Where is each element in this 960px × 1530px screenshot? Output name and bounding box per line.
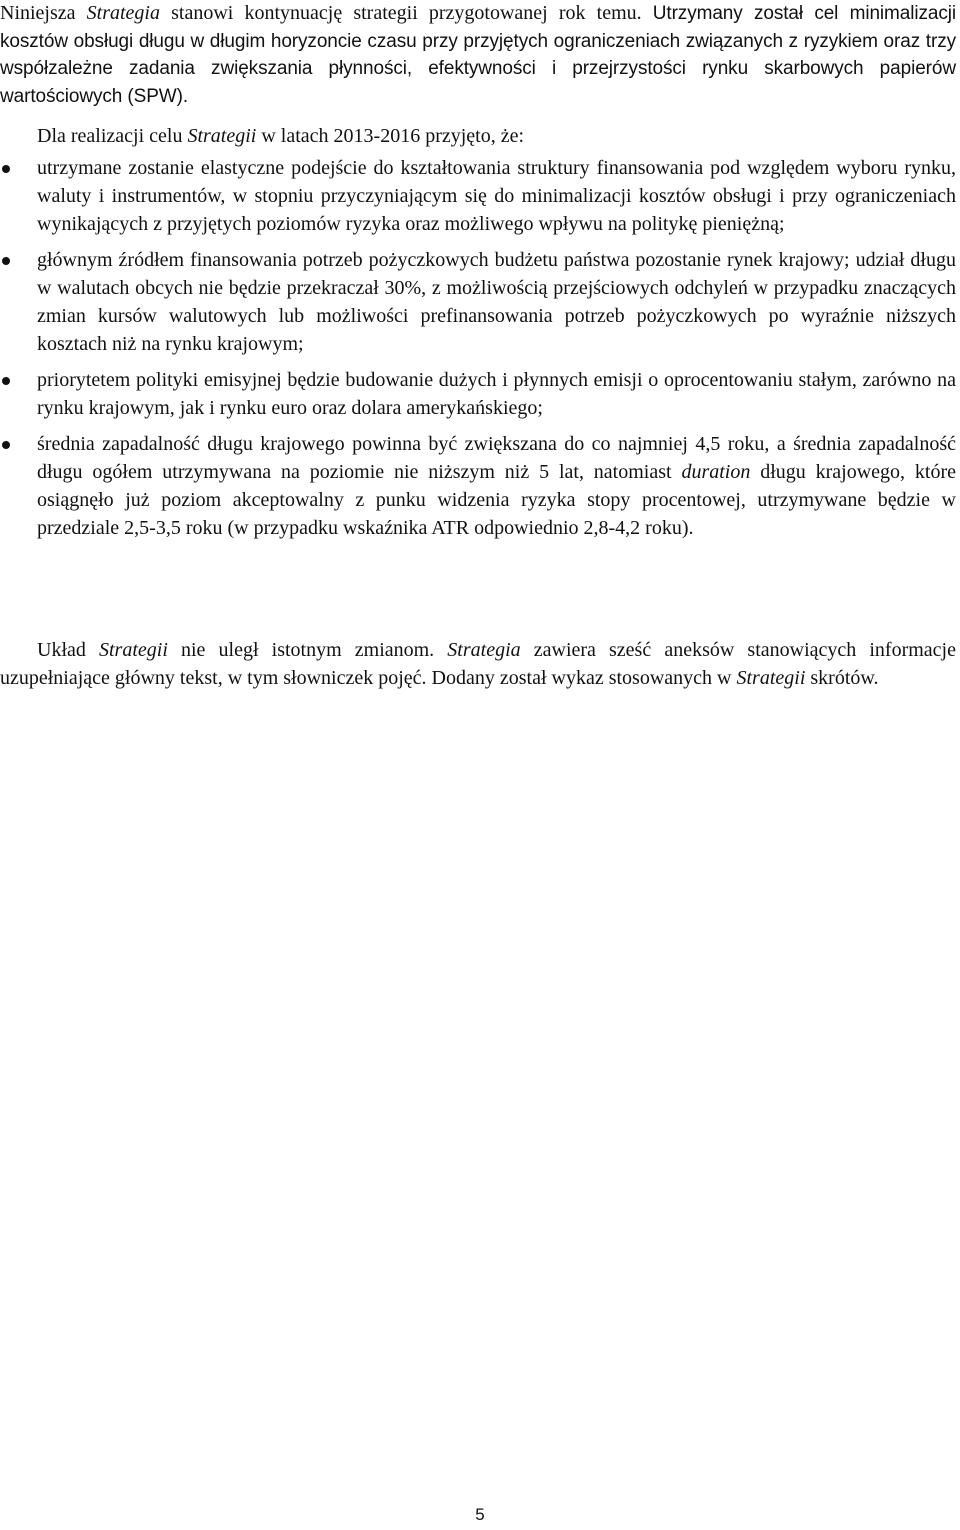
bullet-icon [2, 377, 10, 385]
page-number: 5 [475, 1505, 485, 1524]
lead-paragraph [37, 122, 956, 150]
intro-text-2: stanowi kontynuację strategii przygotowanej rok temu. [160, 2, 653, 24]
closing-text-4: skrótów. [805, 667, 879, 689]
list-item [0, 154, 956, 238]
closing-text-3: zawiera sześć aneksów stanowiących informacje uzupełniające główny tekst, w tym słowniczek pojęć. Dodany został wykaz stosowanych w [0, 639, 956, 689]
bullet-text-part-2: długu krajowego, które osiągnęło już poziom akceptowalny z punku widzenia ryzyka stopy procentowej, utrzymywane będzie w przedziale 2,5-3,5 roku (w przypadku wskaźnika ATR odpowiednio 2,8-4,2 roku). [37, 461, 956, 539]
bullet-text: utrzymane zostanie elastyczne podejście do kształtowania struktury finansowania pod względem wyboru rynku, waluty i instrumentów, w stopniu przyczyniającym się do minimalizacji kosztów obsługi i przy ograniczeniach wynikających z przyjętych poziomów ryzyka oraz możliwego wpływu na politykę pieniężną; [37, 157, 956, 235]
bullet-text [37, 430, 956, 542]
bullet-text: głównym źródłem finansowania potrzeb pożyczkowych budżetu państwa pozostanie rynek krajowy; udział długu w walutach obcych nie będzie przekraczał 30%, z możliwością przejściowych odchyleń w przypadku znaczących zmian kursów walutowych lub możliwości prefinansowania potrzeb pożyczkowych po wyraźnie niższych kosztach niż na rynku krajowym; [37, 249, 956, 355]
list-item [0, 430, 956, 542]
lead-text-2: w latach 2013-2016 przyjęto, że: [256, 125, 525, 147]
closing-paragraph [0, 636, 956, 692]
intro-text-1: Niniejsza [0, 2, 87, 24]
closing-text-2: nie uległ istotnym zmianom. [167, 639, 448, 661]
closing-italic-strategii: Strategii [99, 639, 168, 661]
intro-italic-strategia: Strategia [86, 2, 160, 24]
closing-italic-strategia: Strategia [447, 639, 521, 661]
lead-italic-strategii: Strategii [187, 125, 257, 147]
bullet-icon [2, 165, 10, 173]
intro-paragraph [0, 0, 956, 110]
closing-italic-strategii-2: Strategii [736, 667, 806, 689]
list-item [0, 246, 956, 358]
bullet-text: priorytetem polityki emisyjnej będzie budowanie dużych i płynnych emisji o oprocentowaniu stałym, zarówno na rynku krajowym, jak i rynku euro oraz dolara amerykańskiego; [37, 369, 956, 419]
bullet-icon [2, 257, 10, 265]
bullet-list [0, 154, 960, 542]
bullet-icon [2, 441, 10, 449]
intro-text-3: Utrzymany został cel minimalizacji kosztów obsługi długu w długim horyzoncie czasu przy przyjętych ograniczeniach związanych z ryzykiem oraz trzy współzależne zadania zwiększania płynności, efektywności i przejrzystości rynku skarbowych papierów wartościowych (SPW). [0, 3, 956, 107]
closing-text-1: Układ [37, 639, 99, 661]
list-item [0, 366, 956, 422]
bullet-text-part-1: średnia zapadalność długu krajowego powinna być zwiększana do co najmniej 4,5 roku, a średnia zapadalność długu ogółem utrzymywana na poziomie nie niższym niż 5 lat, natomiast [37, 433, 956, 483]
bullet-italic-duration: duration [681, 461, 751, 483]
lead-text-1: Dla realizacji celu [37, 125, 188, 147]
